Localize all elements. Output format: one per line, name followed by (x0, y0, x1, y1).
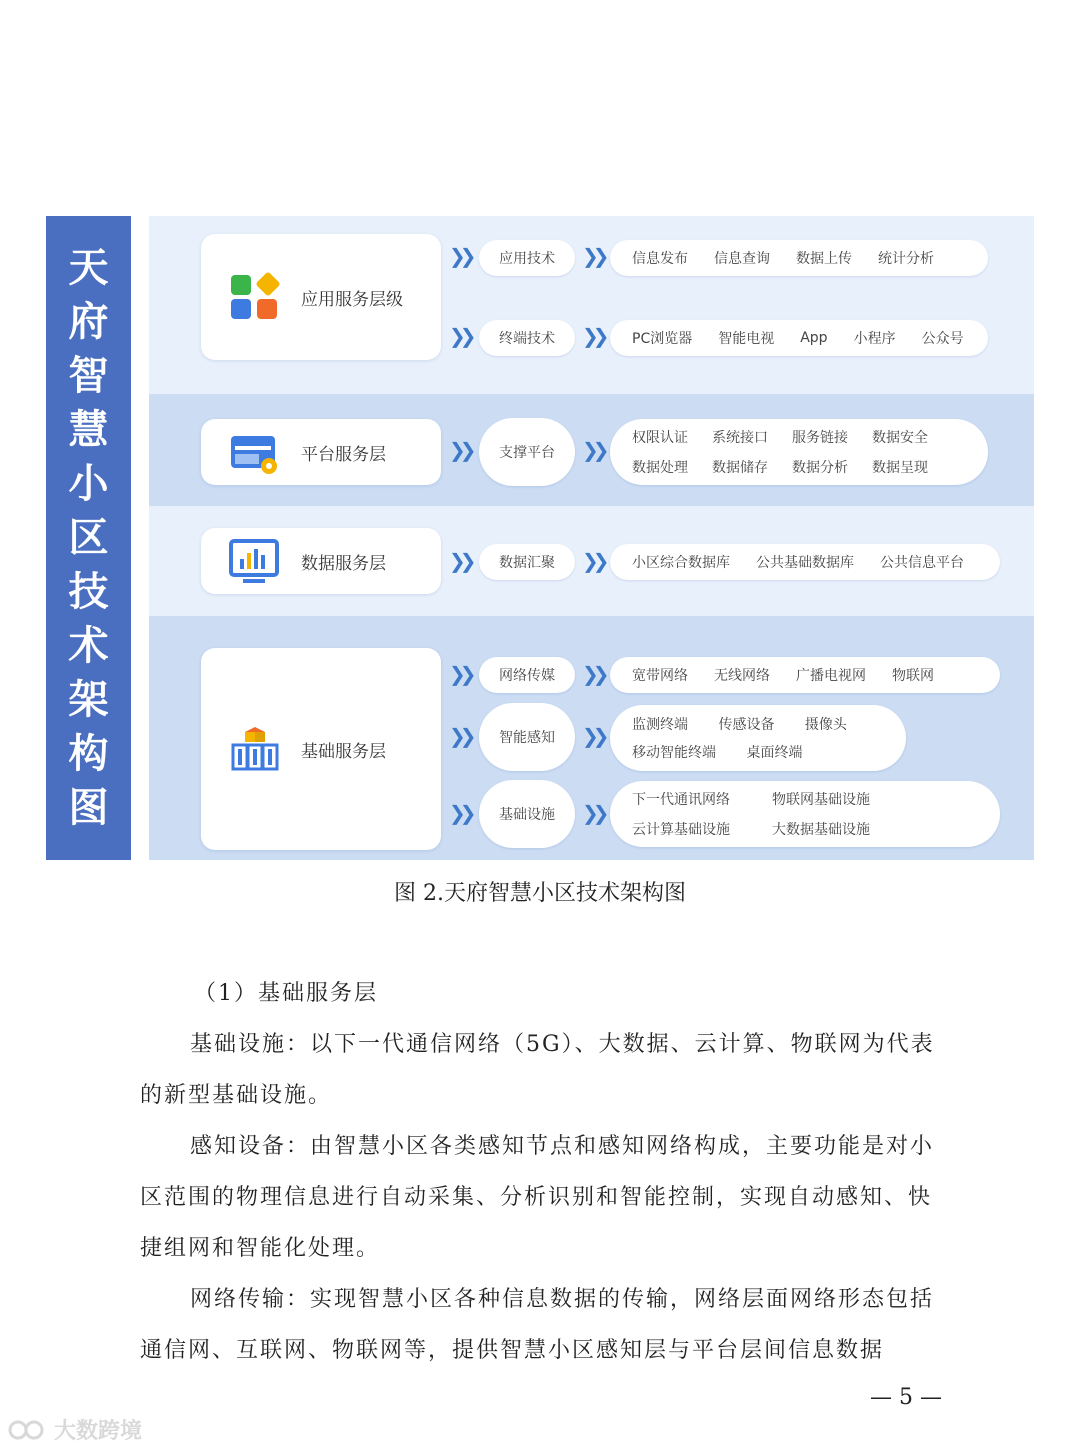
paragraph: 基础设施：以下一代通信网络（5G）、大数据、云计算、物联网为代表的新型基础设施。 (140, 1032, 935, 1108)
item-label: 数据上传 (796, 251, 852, 267)
items-pill-network-media (610, 657, 1000, 693)
items-pill-app-tech (610, 240, 988, 276)
item-label: 公众号 (921, 331, 964, 347)
chevron-right-icon: ❯❯ (582, 662, 604, 686)
item-label: 宽带网络 (632, 668, 688, 684)
item-label: 统计分析 (878, 251, 934, 267)
body-text (140, 968, 950, 1376)
figure-caption: 图 2.天府智慧小区技术架构图 (394, 881, 686, 906)
watermark-text: 大数跨境 (54, 1419, 143, 1444)
chevron-right-icon: ❯❯ (449, 801, 471, 825)
item-label: 数据呈现 (872, 460, 928, 476)
item-label: 信息发布 (632, 251, 688, 267)
chevron-right-icon: ❯❯ (449, 438, 471, 462)
item-label: 数据储存 (712, 460, 768, 476)
layer-label-base: 基础服务层 (301, 741, 386, 762)
side-title-bar (46, 216, 131, 860)
item-label: 信息查询 (714, 251, 770, 267)
item-label: 移动智能终端 (632, 745, 716, 761)
item-label: 权限认证 (632, 430, 688, 446)
side-title-char: 技 (68, 569, 109, 615)
platform-window-icon (229, 426, 281, 478)
chevron-right-icon: ❯❯ (449, 724, 471, 748)
chevron-right-icon: ❯❯ (449, 244, 471, 268)
side-title-char: 构 (68, 731, 109, 777)
tech-pill-terminal-tech: 终端技术 (479, 320, 575, 356)
item-label: 云计算基础设施 (632, 822, 730, 838)
chevron-right-icon: ❯❯ (582, 324, 604, 348)
item-label: 系统接口 (712, 430, 768, 446)
item-label: 小程序 (853, 331, 896, 347)
side-title-char: 架 (68, 677, 109, 723)
layer-box-data (201, 528, 441, 594)
item-label: 公共信息平台 (880, 555, 964, 571)
chevron-right-icon: ❯❯ (582, 724, 604, 748)
chevron-right-icon: ❯❯ (582, 549, 604, 573)
watermark (8, 1414, 142, 1445)
tech-pill-infrastructure: 基础设施 (479, 780, 575, 848)
item-label: 桌面终端 (746, 745, 803, 761)
items-pill-support-platform (610, 419, 988, 485)
side-title-char: 术 (68, 623, 109, 669)
item-label: 摄像头 (804, 717, 847, 733)
section-heading: （1）基础服务层 (194, 981, 378, 1006)
layer-label-data: 数据服务层 (301, 553, 386, 574)
side-title-char: 天 (68, 245, 109, 291)
chevron-right-icon: ❯❯ (582, 801, 604, 825)
item-label: 智能电视 (718, 331, 775, 347)
item-label: 下一代通讯网络 (632, 792, 730, 808)
item-label: 物联网 (892, 668, 934, 684)
layer-label-platform: 平台服务层 (301, 444, 386, 465)
layer-label-application: 应用服务层级 (301, 289, 403, 310)
tech-pill-smart-sensing: 智能感知 (479, 703, 575, 771)
item-label: PC浏览器 (632, 331, 693, 347)
side-title-char: 慧 (68, 407, 109, 453)
tech-pill-network-media: 网络传媒 (479, 657, 575, 693)
tech-pill-app-tech: 应用技术 (479, 240, 575, 276)
item-label: 无线网络 (714, 668, 770, 684)
item-label: App (800, 330, 828, 346)
item-label: 广播电视网 (796, 668, 866, 684)
layer-diagram (149, 216, 1034, 860)
item-label: 数据处理 (632, 460, 688, 476)
side-title-char: 图 (68, 785, 109, 831)
app-grid-icon (229, 271, 281, 323)
item-label: 数据分析 (792, 460, 848, 476)
paragraph: 网络传输：实现智慧小区各种信息数据的传输，网络层面网络形态包括通信网、互联网、物联网等，提供智慧小区感知层与平台层间信息数据 (140, 1287, 935, 1363)
item-label: 公共基础数据库 (756, 555, 854, 571)
item-label: 大数据基础设施 (772, 822, 870, 838)
item-label: 小区综合数据库 (632, 555, 730, 571)
items-pill-terminal-tech (610, 320, 988, 356)
side-title-char: 府 (68, 299, 109, 345)
item-label: 服务链接 (792, 430, 848, 446)
item-label: 物联网基础设施 (772, 792, 870, 808)
chevron-right-icon: ❯❯ (449, 324, 471, 348)
item-label: 数据安全 (872, 430, 928, 446)
item-label: 传感设备 (718, 717, 775, 733)
architecture-figure (46, 216, 1034, 860)
side-title-char: 区 (68, 515, 109, 561)
side-title-char: 智 (68, 353, 109, 399)
items-pill-infrastructure (610, 781, 1000, 847)
layer-box-platform (201, 419, 441, 485)
page-number: — 5 — (870, 1385, 942, 1410)
chevron-right-icon: ❯❯ (449, 549, 471, 573)
watermark-logo-icon (8, 1418, 48, 1442)
chevron-right-icon: ❯❯ (449, 662, 471, 686)
cubes-icon (229, 723, 281, 775)
items-pill-data-aggregation (610, 544, 1000, 580)
paragraph: 感知设备：由智慧小区各类感知节点和感知网络构成，主要功能是对小区范围的物理信息进行自动采集、分析识别和智能控制，实现自动感知、快捷组网和智能化处理。 (140, 1134, 935, 1261)
tech-pill-support-platform: 支撑平台 (479, 418, 575, 486)
chevron-right-icon: ❯❯ (582, 244, 604, 268)
side-title-char: 小 (68, 461, 109, 507)
items-pill-smart-sensing (610, 705, 906, 771)
data-monitor-icon (229, 535, 281, 587)
chevron-right-icon: ❯❯ (582, 438, 604, 462)
item-label: 监测终端 (632, 717, 688, 733)
layer-box-application (201, 234, 441, 360)
layer-box-base (201, 648, 441, 850)
tech-pill-data-aggregation: 数据汇聚 (479, 544, 575, 580)
